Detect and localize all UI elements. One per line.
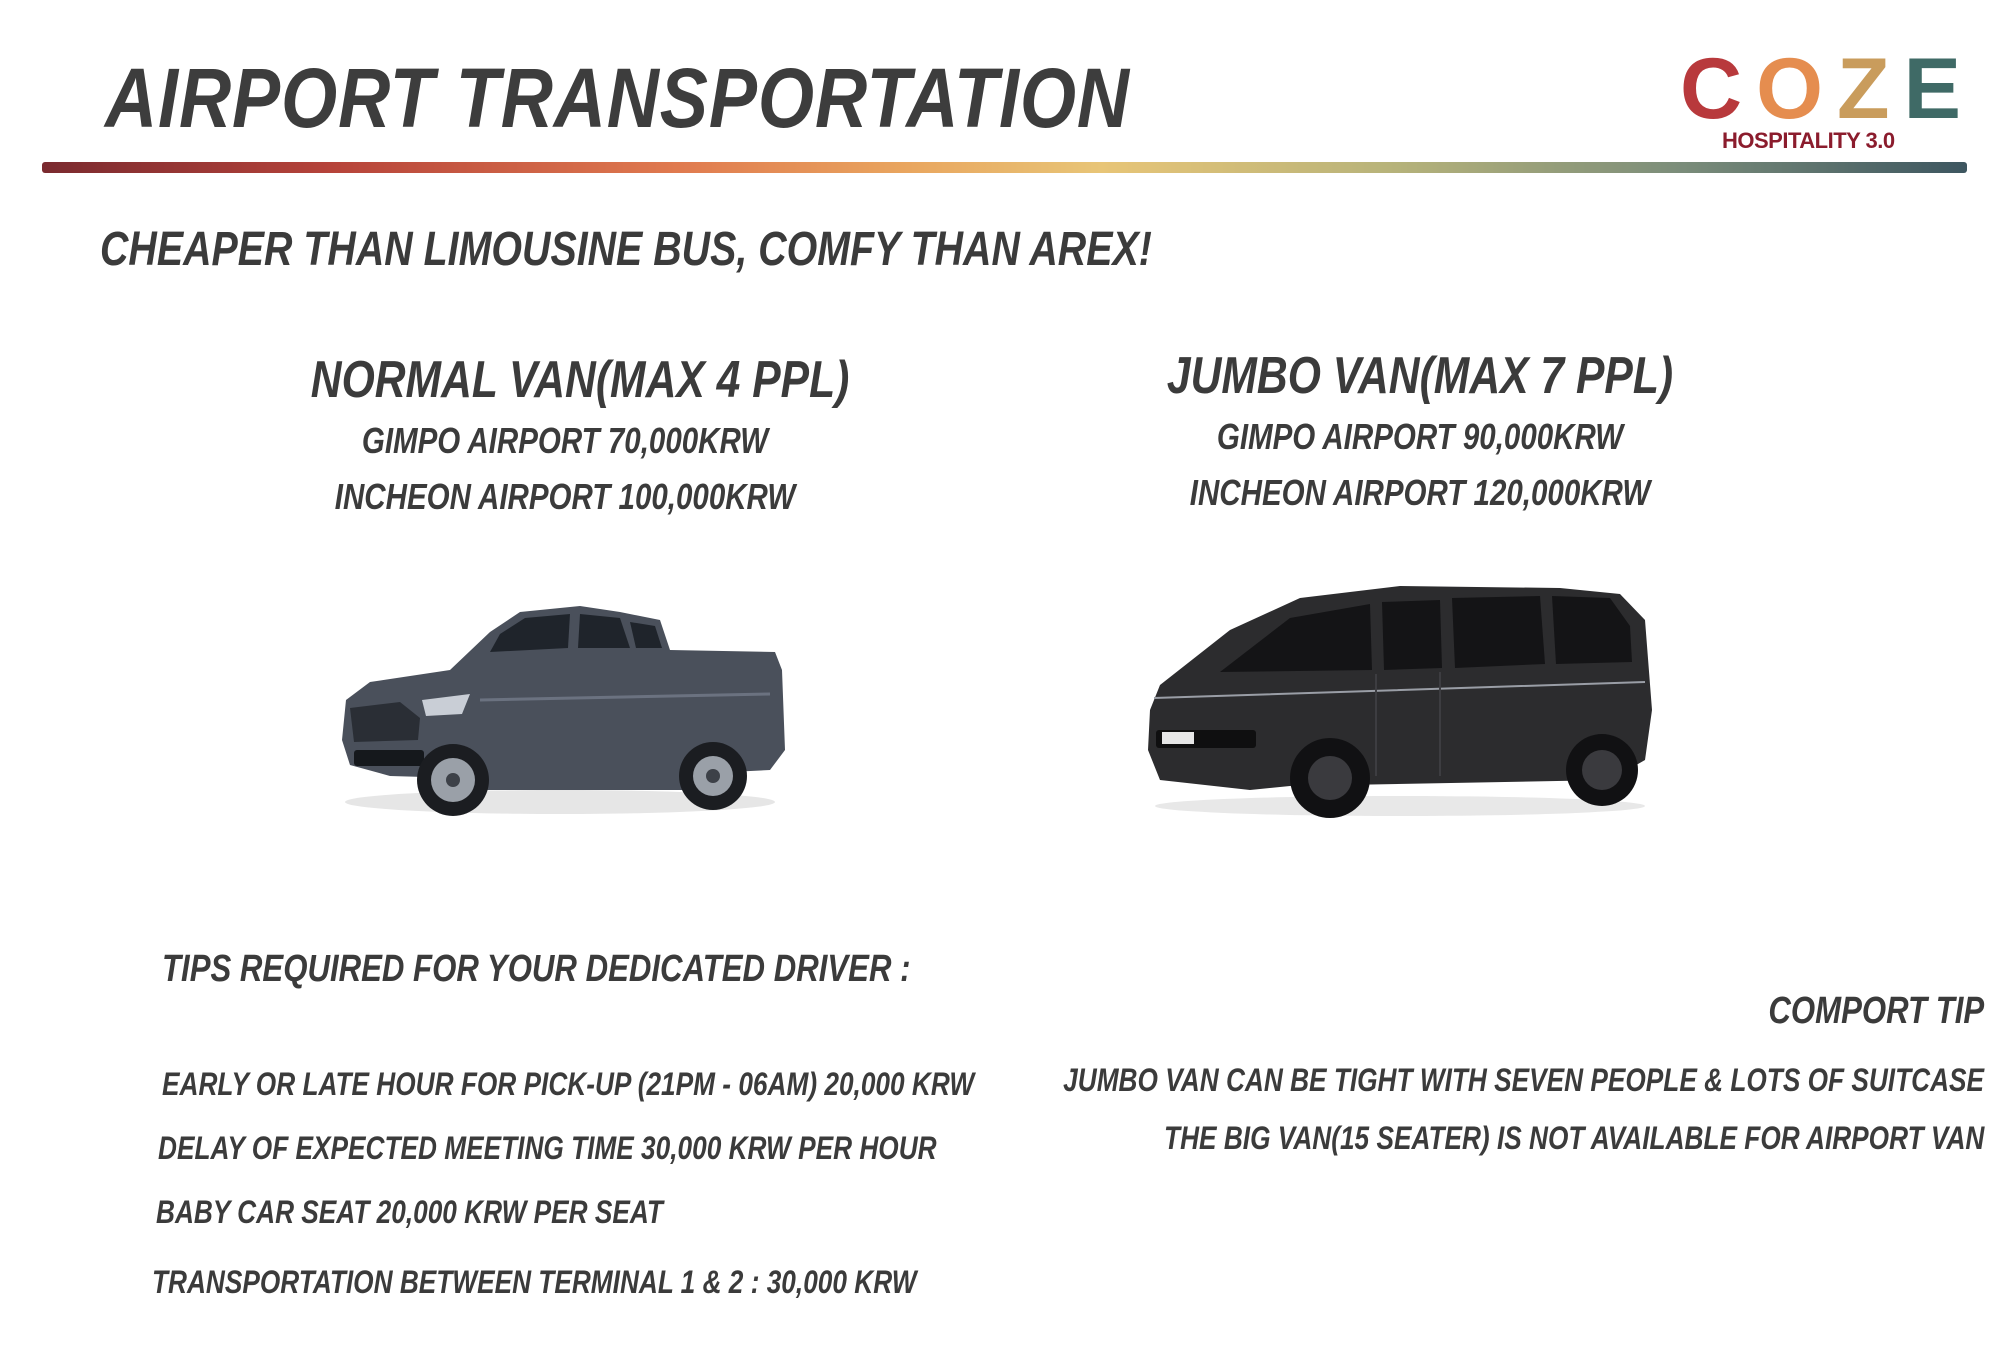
gimpo-price: GIMPO AIRPORT 90,000KRW	[1216, 416, 1624, 457]
tips-heading: TIPS REQUIRED FOR YOUR DEDICATED DRIVER :	[162, 948, 911, 990]
van-name: NORMAL VAN(MAX 4 PPL)	[310, 351, 850, 409]
gimpo-price: GIMPO AIRPORT 70,000KRW	[361, 420, 769, 461]
tip-item: DELAY OF EXPECTED MEETING TIME 30,000 KRW PER HOUR	[158, 1130, 937, 1166]
logo-letter: E	[1903, 41, 1975, 137]
header-divider	[42, 162, 1967, 173]
normal-van-pricing	[255, 350, 875, 518]
page-title: AIRPORT TRANSPORTATION	[105, 51, 1130, 145]
incheon-price: INCHEON AIRPORT 100,000KRW	[334, 476, 796, 517]
logo-letter: O	[1756, 41, 1838, 137]
pickup-truck-image	[330, 590, 790, 820]
comfort-item: JUMBO VAN CAN BE TIGHT WITH SEVEN PEOPLE & LOTS OF SUITCASE	[1063, 1062, 1984, 1098]
logo-letter: C	[1680, 41, 1757, 137]
incheon-price: INCHEON AIRPORT 120,000KRW	[1189, 472, 1651, 513]
logo-letter: Z	[1837, 41, 1904, 137]
tip-item: TRANSPORTATION BETWEEN TERMINAL 1 & 2 : 30,000 KRW	[152, 1264, 917, 1300]
comfort-item: THE BIG VAN(15 SEATER) IS NOT AVAILABLE FOR AIRPORT VAN	[1163, 1120, 1984, 1156]
logo-subtitle: HOSPITALITY 3.0	[1722, 128, 1895, 153]
tip-item: EARLY OR LATE HOUR FOR PICK-UP (21PM - 06AM) 20,000 KRW	[162, 1066, 975, 1102]
logo-letters	[1680, 40, 1975, 139]
van-name: JUMBO VAN(MAX 7 PPL)	[1166, 347, 1674, 405]
comfort-heading: COMPORT TIP	[1768, 990, 1984, 1032]
tip-item: BABY CAR SEAT 20,000 KRW PER SEAT	[156, 1194, 663, 1230]
coze-logo	[1680, 40, 1975, 160]
minivan-image	[1140, 580, 1660, 820]
jumbo-van-pricing	[1110, 346, 1730, 514]
tagline: CHEAPER THAN LIMOUSINE BUS, COMFY THAN AREX!	[100, 223, 1152, 276]
